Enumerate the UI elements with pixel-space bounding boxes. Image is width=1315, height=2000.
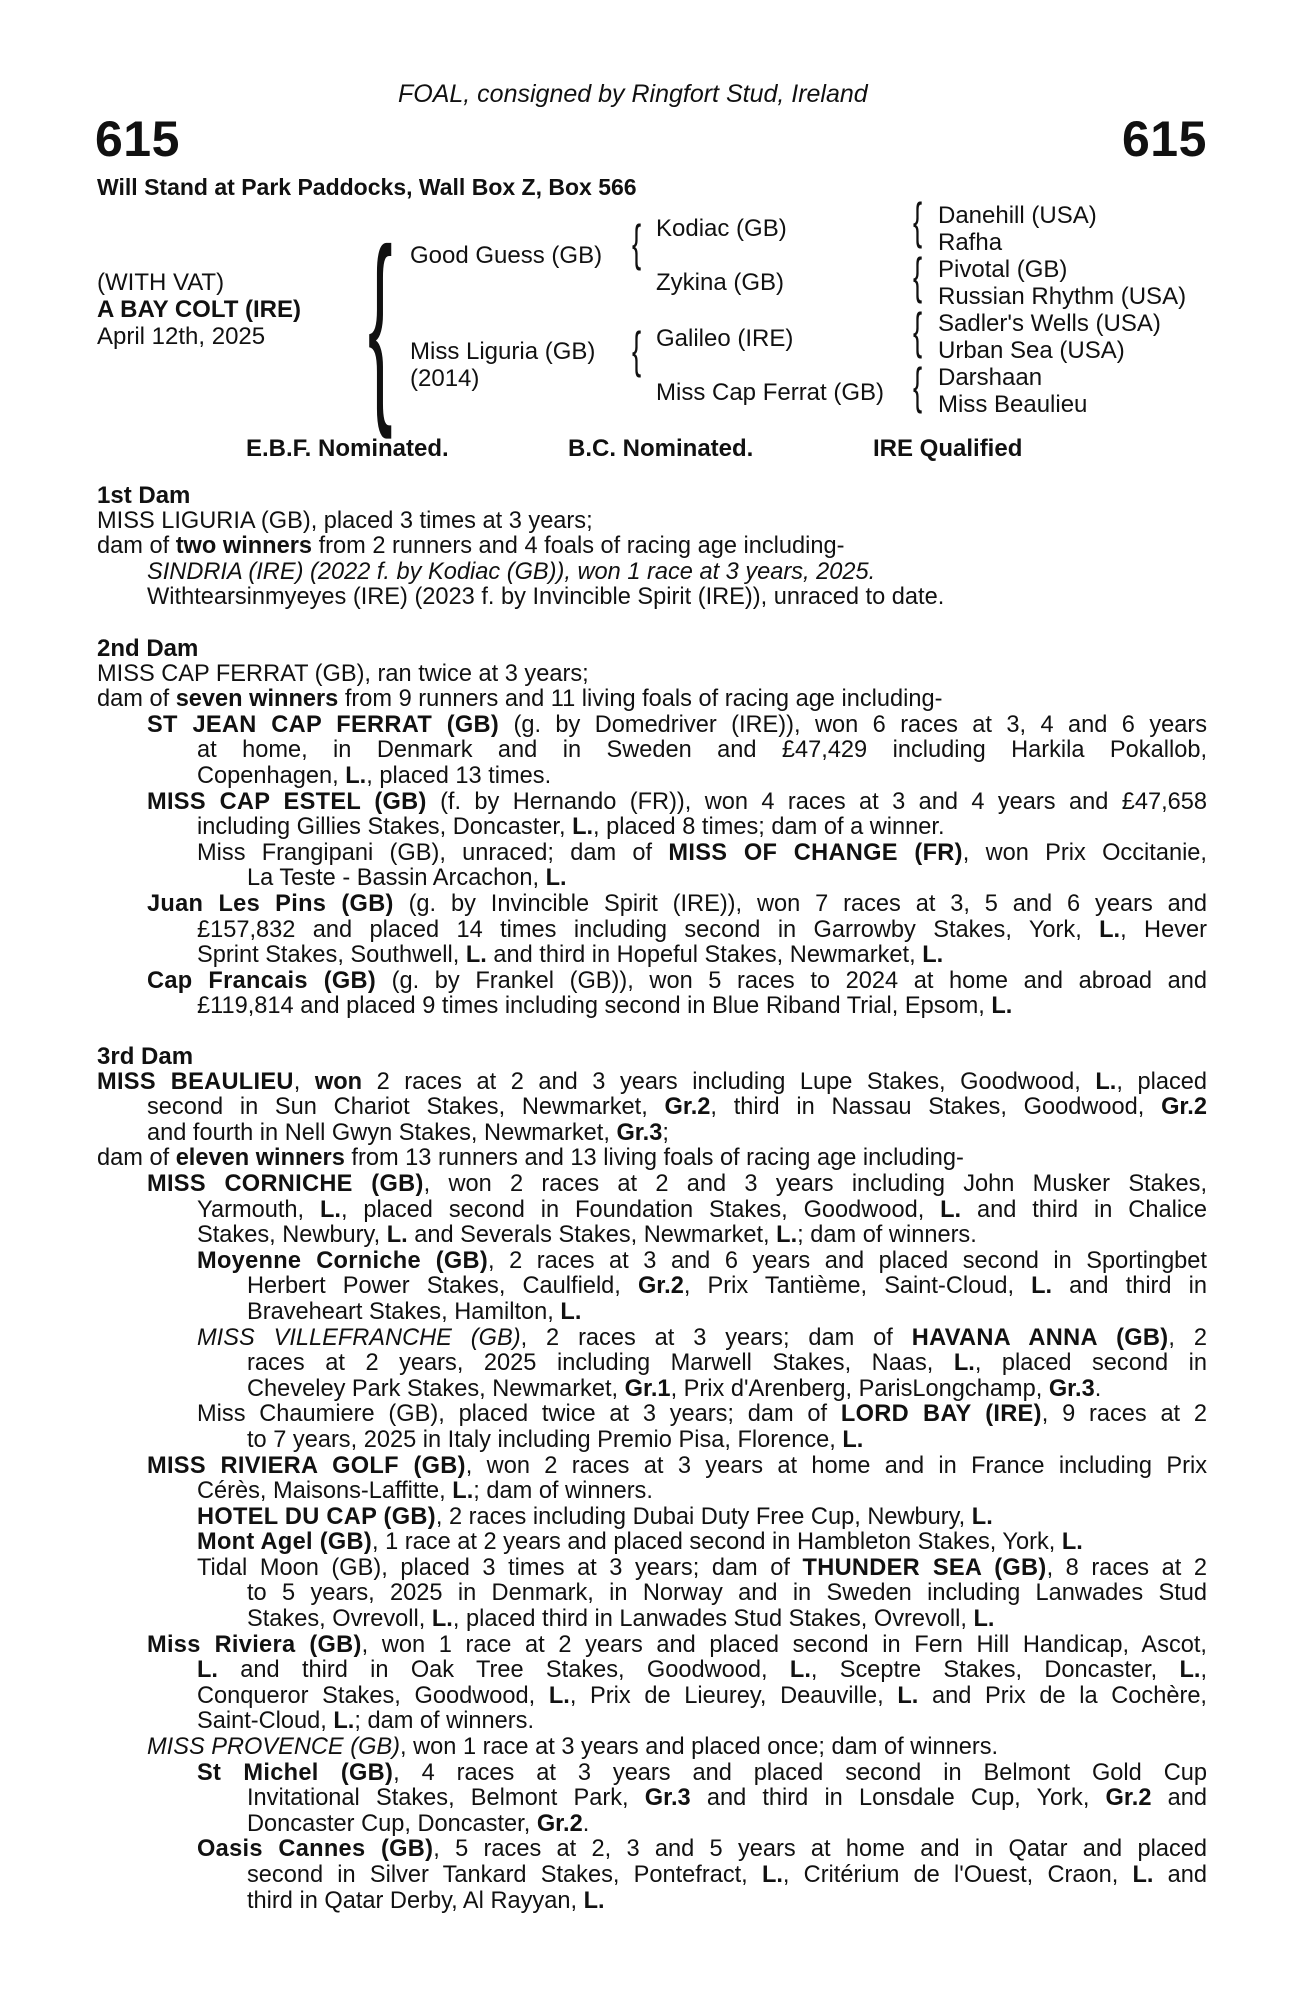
dam: Miss Liguria (GB) xyxy=(410,338,596,365)
produce-line: Stakes, Newbury, L. and Severals Stakes, Newmarket, L.; dam of winners. xyxy=(197,1222,977,1249)
produce-line: Stakes, Ovrevoll, L., placed third in Lanwades Stud Stakes, Ovrevoll, L. xyxy=(247,1606,995,1633)
second-dam-section xyxy=(97,636,1207,1020)
brace-3: { xyxy=(913,303,923,359)
gg-8: Miss Beaulieu xyxy=(938,391,1088,418)
gg-1: Danehill (USA) xyxy=(938,202,1097,229)
dam-sire: Galileo (IRE) xyxy=(656,325,794,352)
produce-miss-provence: MISS PROVENCE (GB), won 1 race at 3 years and placed once; dam of winners. xyxy=(147,1734,999,1761)
produce-miss-corniche: MISS CORNICHE (GB), won 2 races at 2 and 3 years including John Musker Stakes, xyxy=(147,1170,1208,1197)
produce-line: Cérès, Maisons-Laffitte, L.; dam of winners. xyxy=(197,1478,653,1505)
produce-moyenne-corniche: Moyenne Corniche (GB), 2 races at 3 and 6 years and placed second in Sportingbet xyxy=(197,1247,1207,1274)
third-dam-heading: 3rd Dam xyxy=(97,1043,194,1070)
gg-2: Rafha xyxy=(938,229,1003,256)
gg-6: Urban Sea (USA) xyxy=(938,337,1125,364)
produce-line: Saint-Cloud, L.; dam of winners. xyxy=(197,1708,535,1735)
foaling-date: April 12th, 2025 xyxy=(97,323,266,350)
produce-line: to 7 years, 2025 in Italy including Premio Pisa, Florence, L. xyxy=(247,1426,864,1453)
produce-line: £119,814 and placed 9 times including second in Blue Riband Trial, Epsom, L. xyxy=(197,993,1013,1020)
second-dam-line: MISS CAP FERRAT (GB), ran twice at 3 years; xyxy=(97,660,589,687)
ebf-nominated: E.B.F. Nominated. xyxy=(246,435,449,462)
dam-brace: { xyxy=(632,322,642,378)
vat-note: (WITH VAT) xyxy=(97,269,225,296)
produce-line: £157,832 and placed 14 times including second in Garrowby Stakes, York, L., Hever xyxy=(197,916,1207,943)
produce-line: Braveheart Stakes, Hamilton, L. xyxy=(247,1298,582,1325)
first-dam-section xyxy=(97,483,1207,611)
produce-line: to 5 years, 2025 in Denmark, in Norway and in Sweden including Lanwades Stud xyxy=(247,1580,1207,1607)
bc-nominated: B.C. Nominated. xyxy=(568,435,754,462)
produce-line: L. and third in Oak Tree Stakes, Goodwood, L., Sceptre Stakes, Doncaster, L., xyxy=(197,1657,1207,1684)
horse-name: A BAY COLT (IRE) xyxy=(97,296,302,323)
first-dam-line: MISS LIGURIA (GB), placed 3 times at 3 years; xyxy=(97,507,593,534)
produce-miss-riviera: Miss Riviera (GB), won 1 race at 2 years and placed second in Fern Hill Handicap, Ascot, xyxy=(147,1631,1207,1658)
third-dam-line: and fourth in Nell Gwyn Stakes, Newmarket, Gr.3; xyxy=(147,1119,669,1146)
sire-brace: { xyxy=(632,215,642,271)
second-dam-produce-line: dam of seven winners from 9 runners and 11 living foals of racing age including- xyxy=(97,686,943,713)
lot-number-left: 615 xyxy=(95,111,180,167)
produce-line: at home, in Denmark and in Sweden and £47,429 including Harkila Pokallob, xyxy=(197,737,1207,764)
produce-line: Doncaster Cup, Doncaster, Gr.2. xyxy=(247,1810,590,1837)
dam-dam: Miss Cap Ferrat (GB) xyxy=(656,379,885,406)
brace-2: { xyxy=(913,248,923,304)
produce-line: Cheveley Park Stakes, Newmarket, Gr.1, Prix d'Arenberg, ParisLongchamp, Gr.3. xyxy=(247,1375,1102,1402)
produce-line: Copenhagen, L., placed 13 times. xyxy=(197,762,552,789)
lot-number-right: 615 xyxy=(1122,111,1207,167)
produce-line: Herbert Power Stakes, Caulfield, Gr.2, Prix Tantième, Saint-Cloud, L. and third in xyxy=(247,1273,1207,1300)
produce-hotel-du-cap: HOTEL DU CAP (GB), 2 races including Dubai Duty Free Cup, Newbury, L. xyxy=(197,1503,993,1530)
first-dam-foal-2: Withtearsinmyeyes (IRE) (2023 f. by Invincible Spirit (IRE)), unraced to date. xyxy=(147,584,945,611)
produce-st-michel: St Michel (GB), 4 races at 3 years and placed second in Belmont Gold Cup xyxy=(197,1759,1207,1786)
gg-5: Sadler's Wells (USA) xyxy=(938,310,1161,337)
produce-miss-cap-estel: MISS CAP ESTEL (GB) (f. by Hernando (FR)), won 4 races at 3 and 4 years and £47,658 xyxy=(147,788,1207,815)
consignment-line: FOAL, consigned by Ringfort Stud, Ireland xyxy=(398,80,868,108)
produce-line: Yarmouth, L., placed second in Foundation Stakes, Goodwood, L. and third in Chalice xyxy=(197,1196,1207,1223)
third-dam-section xyxy=(97,1044,1207,1914)
gg-3: Pivotal (GB) xyxy=(938,256,1068,283)
produce-line: races at 2 years, 2025 including Marwell Stakes, Naas, L., placed second in xyxy=(247,1350,1207,1377)
produce-miss-frangipani: Miss Frangipani (GB), unraced; dam of MISS OF CHANGE (FR), won Prix Occitanie, xyxy=(197,839,1207,866)
produce-miss-chaumiere: Miss Chaumiere (GB), placed twice at 3 years; dam of LORD BAY (IRE), 9 races at 2 xyxy=(197,1401,1208,1428)
third-dam-line: MISS BEAULIEU, won 2 races at 2 and 3 years including Lupe Stakes, Goodwood, L., placed xyxy=(97,1068,1207,1095)
third-dam-line: second in Sun Chariot Stakes, Newmarket, Gr.2, third in Nassau Stakes, Goodwood, Gr.2 xyxy=(147,1094,1207,1121)
gg-7: Darshaan xyxy=(938,364,1043,391)
produce-miss-villefranche: MISS VILLEFRANCHE (GB), 2 races at 3 years; dam of HAVANA ANNA (GB), 2 xyxy=(197,1324,1207,1351)
dam-year: (2014) xyxy=(410,365,480,392)
third-dam-produce-line: dam of eleven winners from 13 runners and 13 living foals of racing age including- xyxy=(97,1145,964,1172)
first-dam-heading: 1st Dam xyxy=(97,482,191,509)
produce-miss-riviera-golf: MISS RIVIERA GOLF (GB), won 2 races at 3 years at home and in France including Prix xyxy=(147,1452,1208,1479)
produce-juan-les-pins: Juan Les Pins (GB) (g. by Invincible Spirit (IRE)), won 7 races at 3, 5 and 6 years and xyxy=(147,890,1207,917)
produce-oasis-cannes: Oasis Cannes (GB), 5 races at 2, 3 and 5 years at home and in Qatar and placed xyxy=(197,1836,1207,1863)
produce-tidal-moon: Tidal Moon (GB), placed 3 times at 3 years; dam of THUNDER SEA (GB), 8 races at 2 xyxy=(197,1554,1208,1581)
produce-line: third in Qatar Derby, Al Rayyan, L. xyxy=(247,1887,605,1914)
produce-cap-francais: Cap Francais (GB) (g. by Frankel (GB)), won 5 races to 2024 at home and abroad and xyxy=(147,967,1208,994)
sire: Good Guess (GB) xyxy=(410,242,603,269)
produce-line: including Gillies Stakes, Doncaster, L., placed 8 times; dam of a winner. xyxy=(197,814,945,841)
brace-1: { xyxy=(913,193,923,249)
produce-line: Invitational Stakes, Belmont Park, Gr.3 and third in Lonsdale Cup, York, Gr.2 and xyxy=(247,1785,1207,1812)
stand-location: Will Stand at Park Paddocks, Wall Box Z, Box 566 xyxy=(97,174,637,200)
produce-st-jean-cap-ferrat: ST JEAN CAP FERRAT (GB) (g. by Domedriver (IRE)), won 6 races at 3, 4 and 6 years xyxy=(147,711,1208,738)
sire-dam: Zykina (GB) xyxy=(656,269,785,296)
brace-4: { xyxy=(913,358,923,414)
sire-sire: Kodiac (GB) xyxy=(656,215,787,242)
second-dam-heading: 2nd Dam xyxy=(97,635,199,662)
produce-line: La Teste - Bassin Arcachon, L. xyxy=(247,865,567,892)
pedigree-brace: { xyxy=(368,205,393,440)
first-dam-produce-line: dam of two winners from 2 runners and 4 foals of racing age including- xyxy=(97,533,845,560)
gg-4: Russian Rhythm (USA) xyxy=(938,283,1187,310)
produce-line: second in Silver Tankard Stakes, Pontefract, L., Critérium de l'Ouest, Craon, L. and xyxy=(247,1862,1208,1888)
first-dam-foal-1: SINDRIA (IRE) (2022 f. by Kodiac (GB)), won 1 race at 3 years, 2025. xyxy=(147,558,876,585)
produce-line: Sprint Stakes, Southwell, L. and third in Hopeful Stakes, Newmarket, L. xyxy=(197,942,944,969)
ire-qualified: IRE Qualified xyxy=(873,435,1023,462)
produce-line: Conqueror Stakes, Goodwood, L., Prix de Lieurey, Deauville, L. and Prix de la Cochère, xyxy=(197,1682,1207,1709)
produce-mont-agel: Mont Agel (GB), 1 race at 2 years and placed second in Hambleton Stakes, York, L. xyxy=(197,1529,1083,1556)
